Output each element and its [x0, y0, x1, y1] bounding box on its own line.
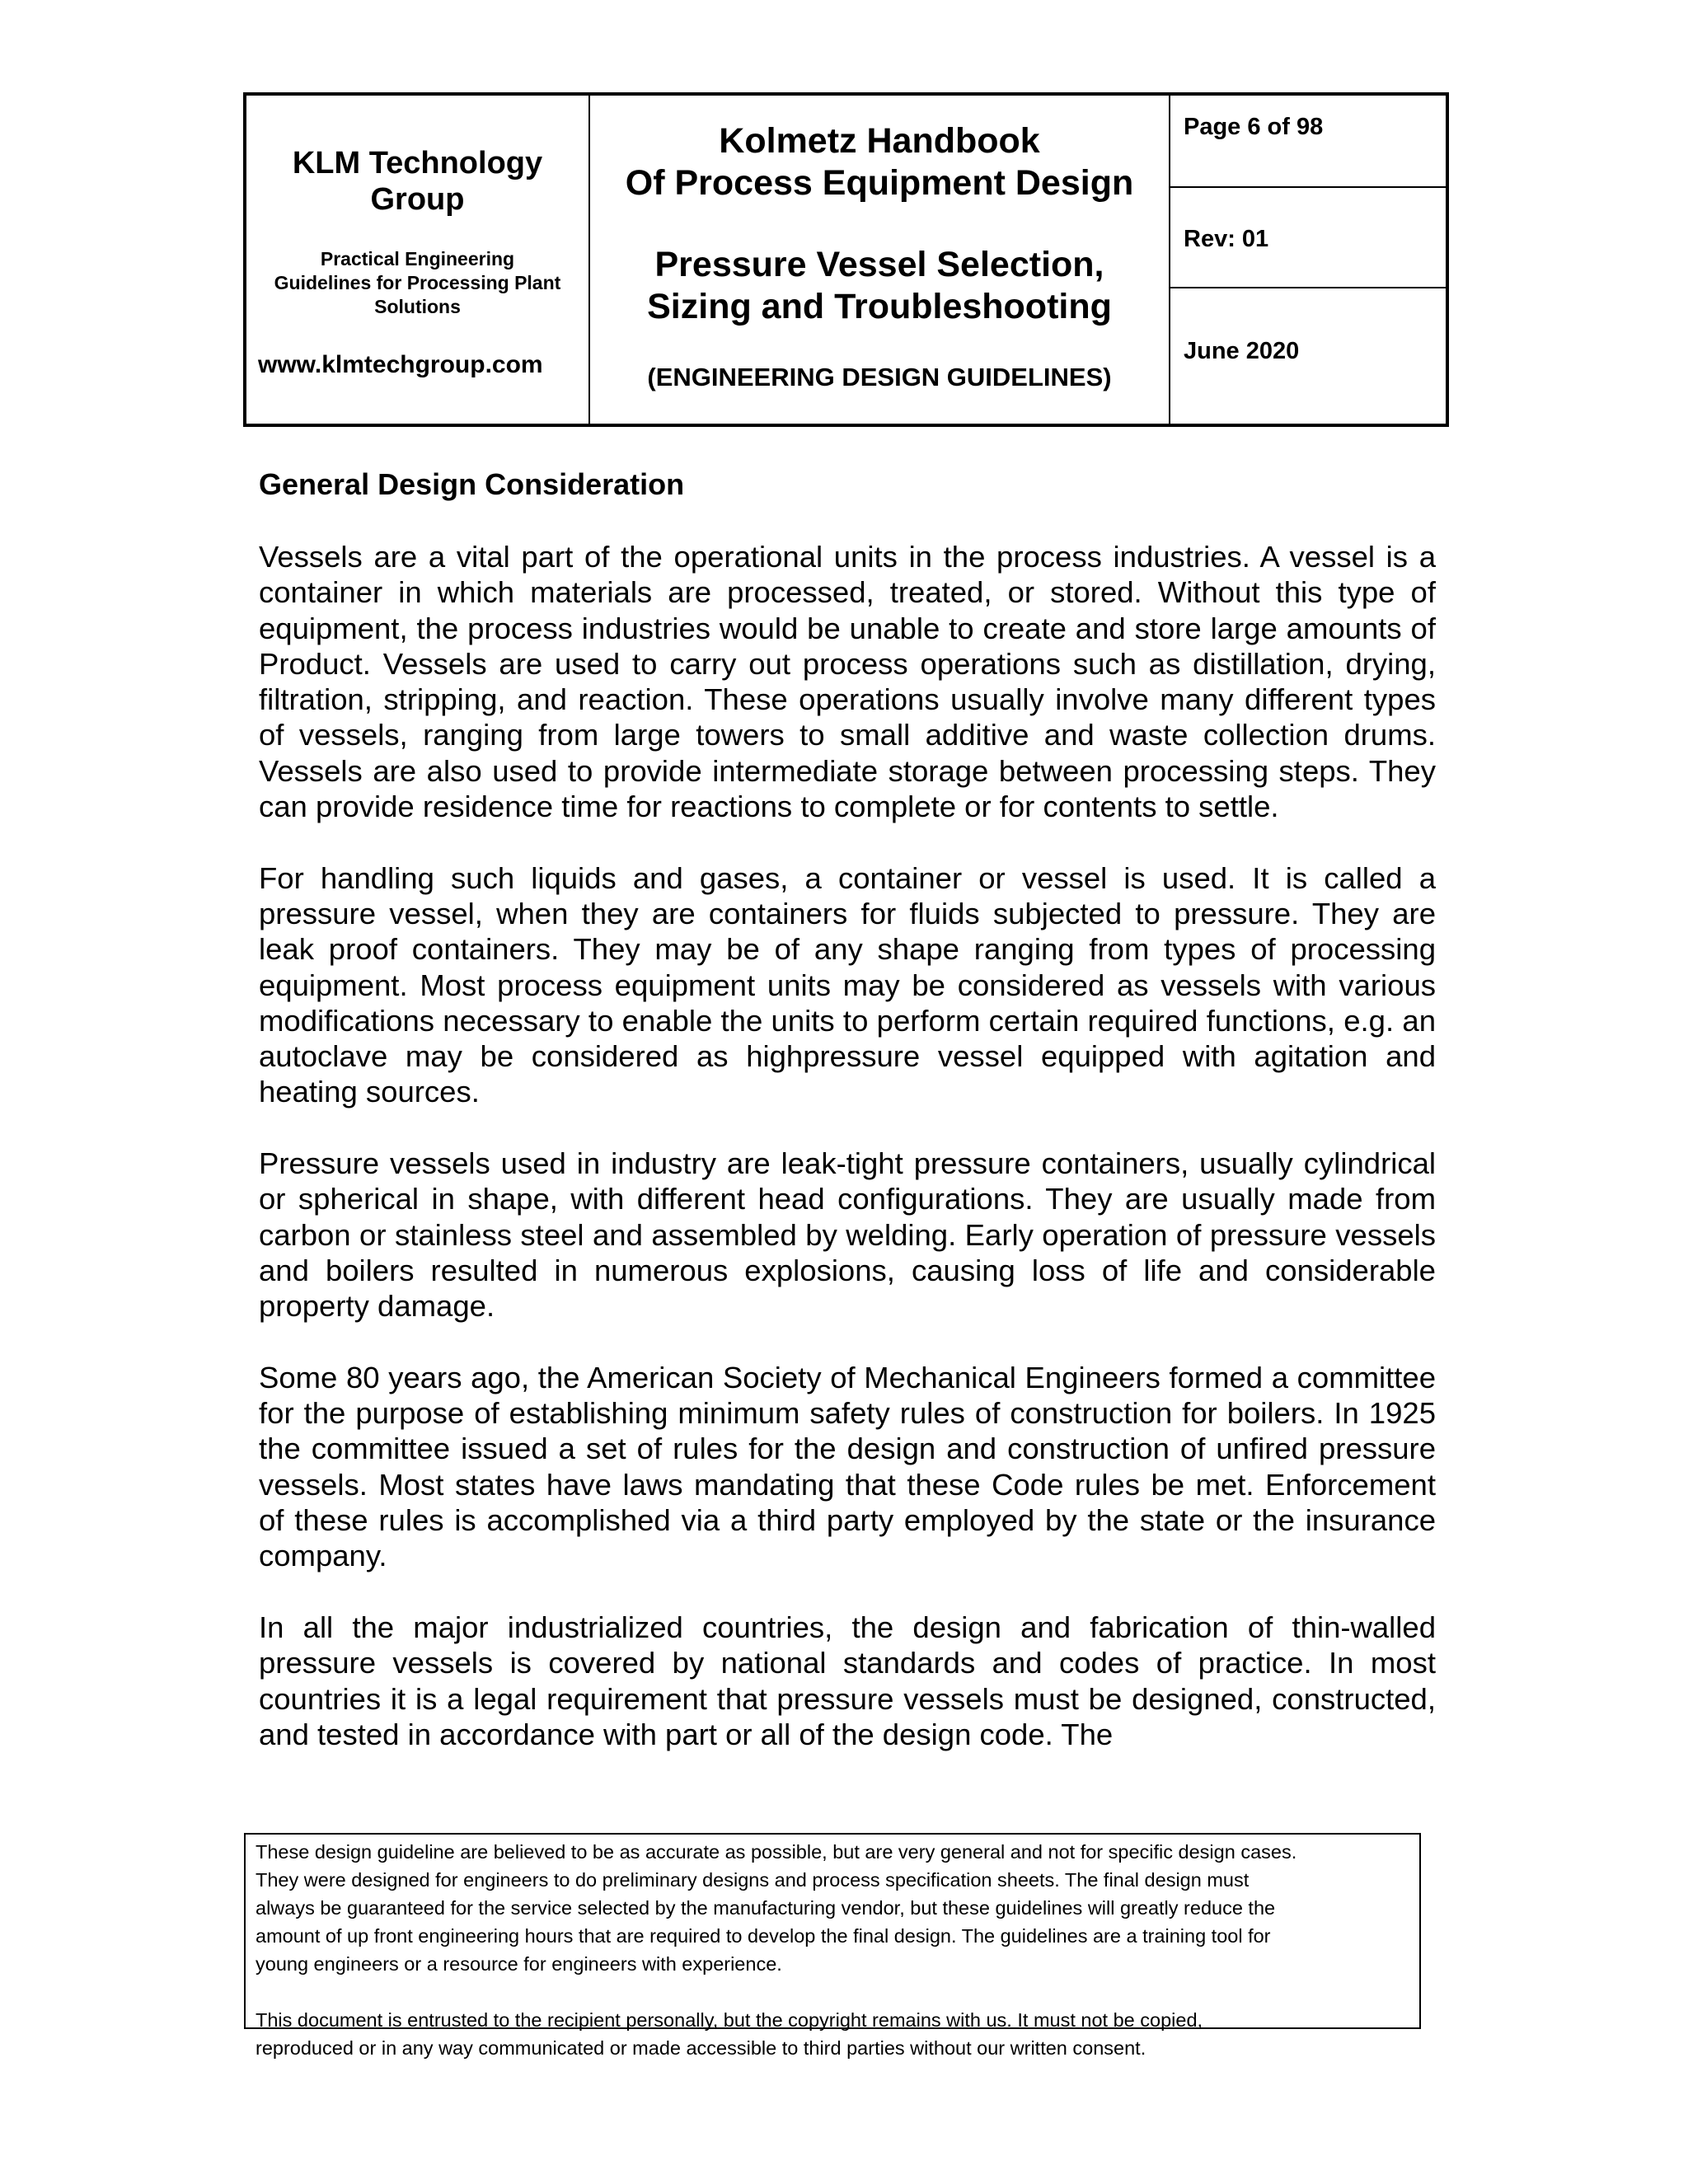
handbook-title	[590, 120, 1169, 204]
tagline-line1: Practical Engineering	[320, 248, 515, 269]
revision-label: Rev: 01	[1184, 226, 1269, 252]
disclaimer-line: always be guaranteed for the service selected by the manufacturing vendor, but these guidelines will greatly reduce the	[256, 1897, 1276, 1919]
body-paragraph: For handling such liquids and gases, a container or vessel is used. It is called a pressure vessel, when they are containers for fluids subjected to pressure. They are leak proof containers. They may be of any shape ranging from types of processing equipment. Most process equipment units may be considered as vessels with various modifications necessary to enable the units to perform certain required functions, e.g. an autoclave may be considered as highpressure vessel equipped with agitation and heating sources.	[259, 860, 1436, 1109]
header-meta-cell	[1170, 96, 1446, 424]
header-title-cell	[590, 96, 1170, 424]
tagline-line2: Guidelines for Processing Plant	[274, 272, 561, 293]
document-header	[243, 92, 1449, 427]
disclaimer-box	[244, 1833, 1421, 2059]
body-paragraph: Some 80 years ago, the American Society of Mechanical Engineers formed a committee for the purpose of establishing minimum safety rules of construction for boilers. In 1925 the committee issued a set of rules for the design and construction of unfired pressure vessels. Most states have laws mandating that these Code rules be met. Enforcement of these rules is accomplished via a third party employed by the state or the insurance company.	[259, 1360, 1436, 1573]
body-text	[259, 539, 1436, 1788]
disclaimer-line: amount of up front engineering hours that are required to develop the final design. The guidelines are a training tool for	[256, 1925, 1271, 1947]
body-paragraph: In all the major industrialized countries, the design and fabrication of thin-walled pressure vessels is covered by national standards and codes of practice. In most countries it is a legal requirement that pressure vessels must be designed, constructed, and tested in accordance with part or all of the design code. The	[259, 1610, 1436, 1751]
copyright-line: This document is entrusted to the recipient personally, but the copyright remains with us. It must not be copied,	[256, 2009, 1203, 2031]
page-number-cell	[1170, 96, 1446, 188]
disclaimer-line: young engineers or a resource for engineers with experience.	[256, 1953, 782, 1975]
company-name-line1: KLM Technology	[292, 146, 543, 180]
body-paragraph: Vessels are a vital part of the operational units in the process industries. A vessel is a container in which materials are processed, treated, or stored. Without this type of equipment, the process industries would be unable to create and store large amounts of Product. Vessels are used to carry out process operations such as distillation, drying, filtration, stripping, and reaction. These operations usually involve many different types of vessels, ranging from large towers to small additive and waste collection drums. Vessels are also used to provide intermediate storage between processing steps. They can provide residence time for reactions to complete or for contents to settle.	[259, 540, 1436, 824]
handbook-title-line2: Of Process Equipment Design	[625, 163, 1134, 203]
company-name-line2: Group	[370, 182, 465, 217]
company-name	[246, 145, 588, 218]
copyright-line: reproduced or in any way communicated or made accessible to third parties without our written consent.	[256, 2037, 1146, 2059]
disclaimer-line: These design guideline are believed to be as accurate as possible, but are very general and not for specific design cases.	[256, 1841, 1297, 1863]
subject-line1: Pressure Vessel Selection,	[654, 245, 1104, 284]
company-website: www.klmtechgroup.com	[258, 351, 543, 378]
tagline-line3: Solutions	[374, 296, 461, 317]
header-company-cell	[246, 96, 590, 424]
document-subject	[590, 244, 1169, 328]
guidelines-label: (ENGINEERING DESIGN GUIDELINES)	[647, 363, 1112, 391]
company-tagline	[246, 247, 588, 319]
subject-line2: Sizing and Troubleshooting	[647, 287, 1112, 326]
document-date: June 2020	[1184, 338, 1300, 364]
body-paragraph: Pressure vessels used in industry are leak-tight pressure containers, usually cylindrical or spherical in shape, with different head configurations. They are usually made from carbon or stainless steel and assembled by welding. Early operation of pressure vessels and boilers resulted in numerous explosions, causing loss of life and considerable property damage.	[259, 1146, 1436, 1324]
date-cell	[1170, 288, 1446, 424]
section-title: General Design Consideration	[259, 467, 685, 501]
page-number: Page 6 of 98	[1184, 114, 1324, 140]
disclaimer-line: They were designed for engineers to do preliminary designs and process specification sheets. The final design must	[256, 1869, 1250, 1891]
revision-cell	[1170, 188, 1446, 288]
handbook-title-line1: Kolmetz Handbook	[719, 121, 1040, 161]
